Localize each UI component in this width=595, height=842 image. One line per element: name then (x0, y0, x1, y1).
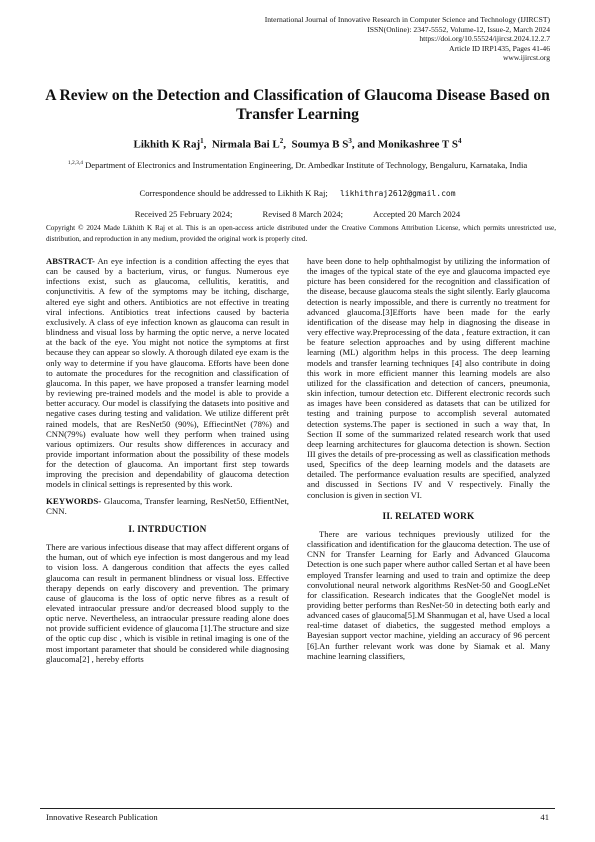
left-column (46, 256, 289, 664)
abstract-label: ABSTRACT- (46, 256, 95, 266)
footer-divider (40, 808, 555, 809)
author-list: Likhith K Raj$^1$, Nirmala Bai $L^2$, Soumya B $S^3$, and Monikashree T $S^4$ (133, 137, 462, 151)
footer-publisher: Innovative Research Publication (46, 812, 158, 822)
journal-issn: ISSN(Online): 2347-5552, Volume-12, Issue-2, March 2024 (367, 24, 550, 34)
affiliation-sup: 1,2,3,4 (67, 160, 83, 166)
abstract (46, 256, 289, 490)
affiliation (60, 158, 535, 171)
author-name: Soumya B S (291, 138, 349, 151)
abstract-text: An eye infection is a condition affecting the eyes that can be caused by a bacterium, virus, or fungus. Numerous eye infections exist, such as glaucoma, cellulitis, keratitis, and conjunctivitis. A few of the symptoms may be itching, discharge, altered eye sight and others. Antibiotics are not effective in treating viral infections. Antibiotics treat infections caused by bacteria exclusively. A class of eye infection known as glaucoma can result in blindness and visual loss by harming the optic nerve, a nerve located at the back of the eye. You might not notice the symptoms at first because they can appear so slowly. A thorough dilated eye exam is the only way to determine if you have glaucoma. Efforts have been done to automate the procedures for the recognition and classification of glaucoma. In this paper, we have proposed a transfer learning model by reviewing pre-trained models and the model is able to provide a better accuracy. Our model is classifying the datasets into positive and negative cases during testing and validation. We utilize different prêt rained models, that are ResNet50 (90%), EffiecintNet (78%) and CNN(79%) evaluate how well they perform when trained using various optimizers. Our results show differences in accuracy and provide important information about the possibility of these models for the detection of glaucoma. An important first step towards improving the precision and dependability of glaucoma detection models in clinical settings is represented by this work. (46, 256, 289, 490)
journal-name: International Journal of Innovative Research in Computer Science and Technology (IJIRCST) (264, 15, 550, 24)
correspondence-email[interactable]: likhithraj2612@gmail.com (339, 189, 456, 198)
right-column (307, 256, 550, 661)
intro-paragraph-continued: have been done to help ophthalmogist by utilizing the information of the images of the typical state of the eye and glaucoma impacted eye picture has been considered for the recognition and classification of the disease, because glaucoma steals the sight silently. Early glaucoma detection is nearly impossible, and there is currently no treatment for advanced glaucoma.[3]Efforts have been made for the early identification of the disease may help in diagnosing the disease in very effective way.Preprocessing of the data , feature extraction, it can be feature selection approaches and by using different machine learning (ML) algorithm helps in this process. The deep learning models and transfer learning techniques [4] also contribute in doing this work in more efficient manner this learning models are also utilized for the classification and detection of cancers, pneumonia, skin infection, tumour detection etc. Different electronic records such as images have been considered as datasets that can be utilized for testing and training purpose to accomplish several automated detection systems.The paper is sectioned in such a way that, In Section II some of the summarized related research work that used deep learning architectures for glaucoma detection is shown. Section III gives the details of pre-processing as well as classification methods used, Specifics of the deep learning models and the datasets are detailed. The performance evaluation results are specified, analyzed and discussed in Sections IV and V respectively. Finally the conclusion is given in section VI. (307, 256, 550, 500)
author-name: Nirmala Bai L (211, 138, 280, 151)
date-accepted: Accepted 20 March 2024 (373, 209, 461, 219)
date-received: Received 25 February 2024; (134, 209, 233, 219)
author-sup: 1 (200, 137, 204, 145)
copyright-notice: Copyright © 2024 Made Likhith K Raj et al. This is an open-access article distributed under the Creative Commons Attribution License, which permits unrestricted use, distribution, and reproduction in any medium, provided the original work is properly cited. (46, 224, 556, 243)
journal-website[interactable]: www.ijircst.org (502, 53, 550, 63)
affiliation-text: Department of Electronics and Instrumentation Engineering, Dr. Ambedkar Institute of Technology, Bengaluru, Karnataka, India (82, 159, 528, 170)
correspondence (40, 188, 555, 198)
related-work-paragraph: There are various techniques previously utilized for the classification and identification for the glaucoma detection. The use of CNN for Transfer Learning for Early and Advanced Glaucoma Detection is one such paper where author called Sertan et al have been employed Transfer learning and used to train and optimize the deep convolutional neural network algorithms ResNet-50 and GoogLeNet for classification. Research indicates that the GoogleNet model is providing better performs than ResNet-50 in detecting both early and advanced cases of glaucoma[5].M Shanmugan et al, have Used a local real-time dataset of diabetics, the suggested method employs a Bayesian support vector machine, yielding an accuracy of 96 percent [6].An further relevant work was done by Siamak et al. Many machine learning classifiers, (307, 528, 550, 661)
keywords-text: Glaucoma, Transfer learning, ResNet50, EffientNet, CNN. (46, 495, 289, 516)
section-heading-related-work: II. RELATED WORK (382, 511, 475, 522)
paper-title: A Review on the Detection and Classification of Glaucoma Disease Based on Transfer Learning (45, 87, 550, 123)
author-sup: 4 (457, 137, 462, 145)
author-name: Likhith K Raj (133, 138, 201, 151)
journal-header (130, 15, 550, 63)
intro-paragraph: There are various infectious disease that may affect different organs of the human, out of which eye infection is most dangerous and my lead to vision loss. A dangerous condition that affects the eyes called glaucoma can result in permanent blindness or visual loss. Effective therapy depends on early discovery and prevention. The primary cause of glaucoma is the loss of optic nerve fibres as a result of elevated intraocular pressure and/or decreased blood supply to the optic nerve. Nevertheless, an intraocular pressure reading alone does not provide sufficient evidence of glaucoma [1].The structure and size of the optic cup disc , which is visible in retinal imaging is one of the most important parameter that should be considered while diagnosing glaucoma[2] , hereby efforts (46, 542, 289, 664)
author-sup: 2 (279, 137, 284, 145)
keywords-label: KEYWORDS- (46, 495, 102, 506)
section-heading-introduction: I. INTRDUCTION (128, 524, 207, 535)
author-sup: 3 (348, 137, 352, 145)
journal-doi[interactable]: https://doi.org/10.55524/ijircst.2024.12.2.7 (419, 34, 550, 44)
keywords (46, 496, 289, 516)
date-revised: Revised 8 March 2024; (262, 209, 343, 219)
page-number: 41 (540, 812, 549, 822)
author-name: and Monikashree T S (357, 138, 458, 151)
correspondence-label: Correspondence should be addressed to Likhith K Raj; (139, 188, 328, 198)
journal-article-id: Article ID IRP1435, Pages 41-46 (448, 43, 550, 53)
article-dates (40, 209, 555, 219)
